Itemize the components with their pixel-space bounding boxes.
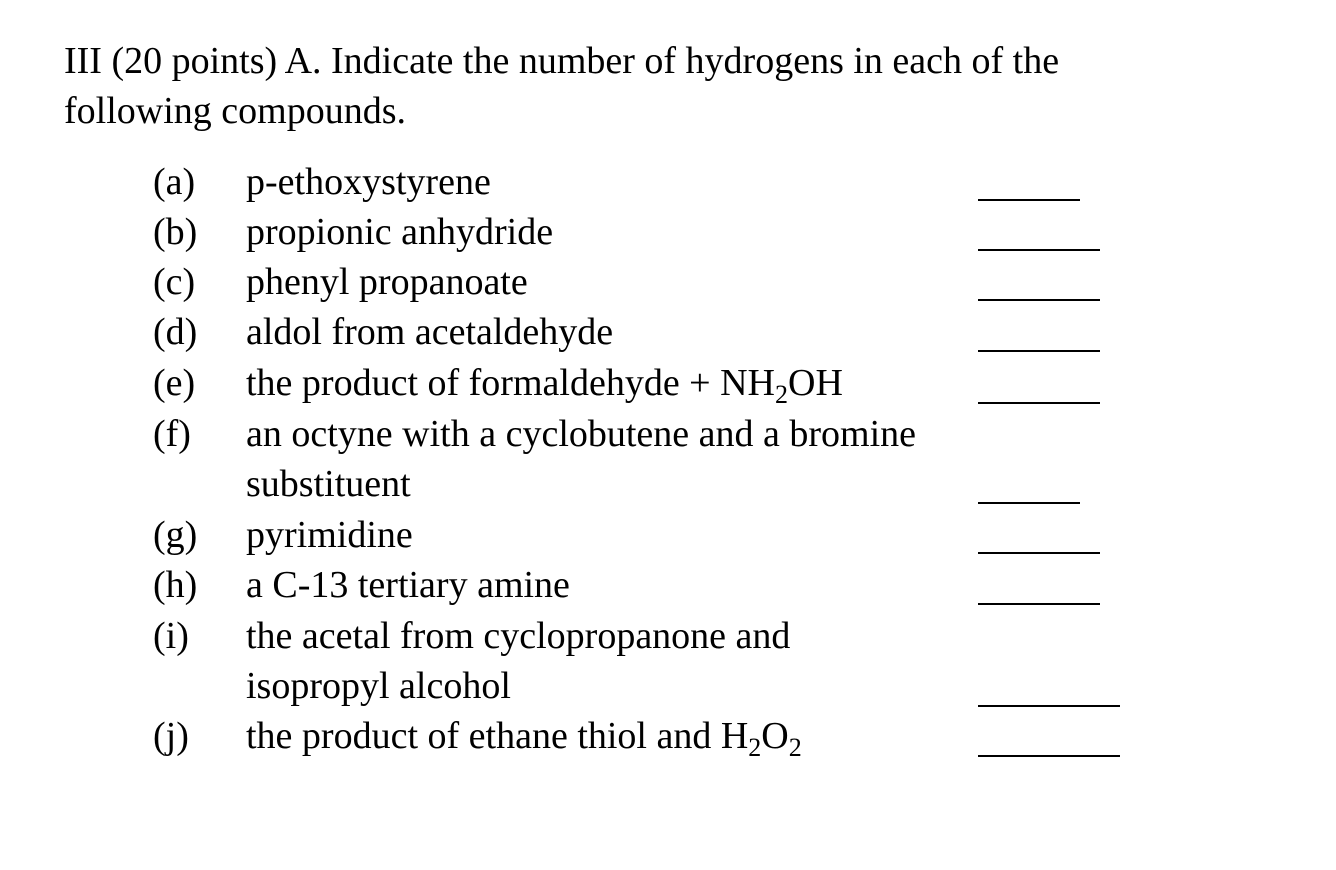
question-heading: III (20 points) A. Indicate the number of hydrogens in each of the following compounds. [64,40,1060,132]
item-c-answer-blank[interactable] [978,299,1100,301]
item-j-subscript-2: 2 [788,733,802,762]
item-j-answer-blank[interactable] [978,755,1120,757]
item-f-text-line2: substituent [246,463,411,505]
item-f-label: (f) [153,413,191,455]
item-c-label: (c) [153,261,196,303]
item-d-text: aldol from acetaldehyde [246,311,614,353]
item-b-answer-blank[interactable] [978,249,1100,251]
item-d-answer-blank[interactable] [978,350,1100,352]
item-f-answer-blank[interactable] [978,502,1080,504]
item-c-text: phenyl propanoate [246,261,528,303]
item-f-text-line1: an octyne with a cyclobutene and a bromine [246,413,917,455]
item-j-label: (j) [153,715,189,757]
item-j-subscript-1: 2 [748,733,762,762]
item-i-answer-blank[interactable] [978,705,1120,707]
item-i-label: (i) [153,615,189,657]
item-g-text: pyrimidine [246,514,413,556]
item-j-text [246,711,802,761]
item-e-text [246,358,843,408]
item-e-subscript: 2 [775,380,788,409]
item-g-answer-blank[interactable] [978,552,1100,554]
item-e-text-before: the product of formaldehyde + NH [246,362,775,404]
item-b-text: propionic anhydride [246,211,554,253]
item-i-text-line1: the acetal from cyclopropanone and [246,615,791,657]
item-g-label: (g) [153,514,198,556]
item-e-text-after: OH [788,362,843,404]
item-h-label: (h) [153,564,198,606]
item-j-text-before: the product of ethane thiol and H [246,715,749,757]
item-a-label: (a) [153,161,196,203]
item-d-label: (d) [153,311,198,353]
item-h-answer-blank[interactable] [978,603,1100,605]
item-b-label: (b) [153,211,198,253]
item-h-text: a C-13 tertiary amine [246,564,570,606]
item-i-text-line2: isopropyl alcohol [246,665,511,707]
item-a-answer-blank[interactable] [978,199,1080,201]
item-e-answer-blank[interactable] [978,402,1100,404]
item-j-text-mid: O [761,715,789,757]
item-e-label: (e) [153,362,196,404]
item-a-text: p-ethoxystyrene [246,161,491,203]
